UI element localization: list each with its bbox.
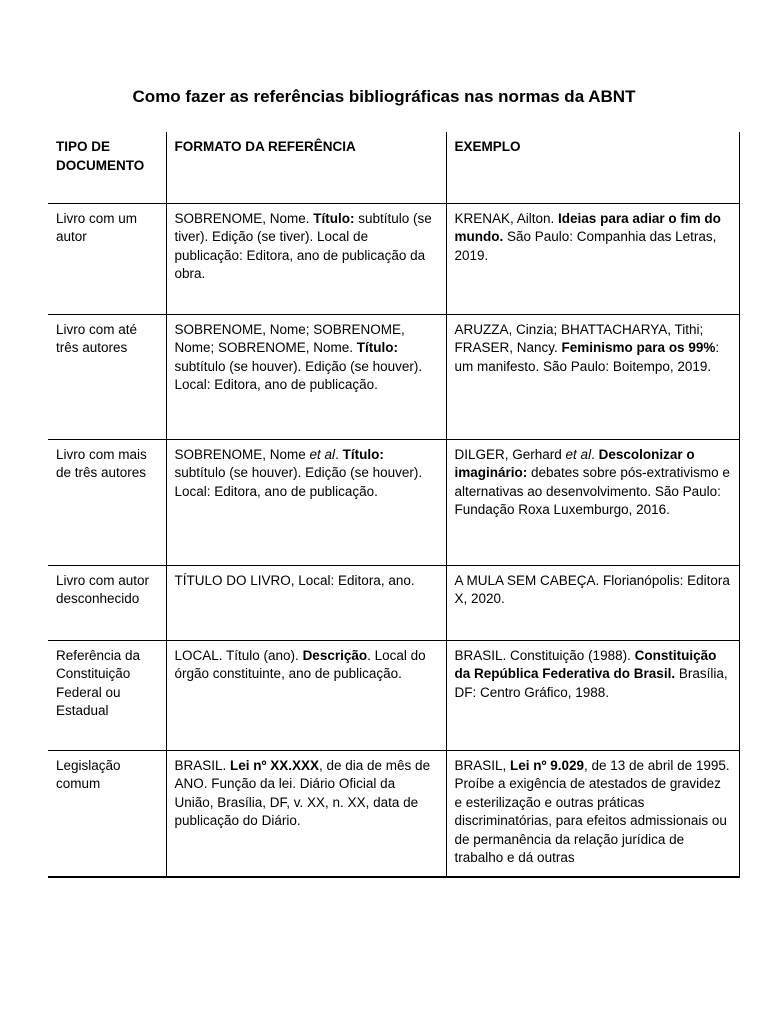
text-run: Brasília, DF: Centro Gráfico, 1988. — [454, 666, 728, 700]
cell-formato — [166, 314, 446, 439]
text-run: ARUZZA, Cinzia; BHATTACHARYA, Tithi; FRASER, Nancy. — [454, 321, 704, 355]
cell-formato — [166, 439, 446, 565]
text-run: SOBRENOME, Nome. — [174, 210, 314, 226]
cell-exemplo — [446, 439, 739, 565]
text-run: subtítulo (se houver). Edição (se houver). Local: Editora, ano de publicação. — [174, 358, 423, 392]
italic-text: et al — [565, 446, 592, 462]
text-run: KRENAK, Ailton. — [454, 210, 559, 226]
bold-text: Título: — [342, 446, 384, 462]
cell-tipo: Referência da Constituição Federal ou Estadual — [48, 640, 166, 750]
text-run: DILGER, Gerhard — [454, 446, 566, 462]
text-run: . — [591, 446, 599, 462]
bold-text: Lei nº 9.029 — [510, 757, 584, 773]
table-header-row — [48, 132, 739, 203]
text-run: BRASIL, — [454, 757, 511, 773]
bold-text: Constituição da República Federativa do Brasil. — [454, 647, 717, 681]
cell-tipo: Livro com até três autores — [48, 314, 166, 439]
text-run: . — [335, 446, 343, 462]
table-row — [48, 750, 739, 877]
bold-text: Título: — [356, 340, 399, 355]
bold-text: Descolonizar o imaginário: — [454, 446, 695, 480]
table-row — [48, 640, 739, 750]
cell-tipo: Livro com um autor — [48, 203, 166, 314]
text-run: debates sobre pós-extrativismo e alternativas ao desenvolvimento. São Paulo: Fundação Roxa Luxemburgo, 2016. — [454, 465, 730, 517]
abnt-reference-table — [48, 132, 740, 878]
page-title: Como fazer as referências bibliográficas nas normas da ABNT — [132, 87, 636, 106]
text-run: São Paulo: Companhia das Letras, 2019. — [454, 229, 717, 263]
table-row — [48, 314, 739, 439]
cell-exemplo — [446, 640, 739, 750]
text-run: SOBRENOME, Nome; SOBRENOME, Nome; SOBRENOME, Nome. — [174, 321, 405, 355]
cell-formato — [166, 750, 446, 877]
cell-exemplo — [446, 203, 739, 314]
bold-text: Feminismo para os 99% — [561, 340, 716, 355]
text-run: LOCAL. Título (ano). — [174, 647, 303, 663]
cell-exemplo — [446, 314, 739, 439]
text-run: subtítulo (se houver). Edição (se houver). Local: Editora, ano de publicação. — [174, 465, 423, 499]
text-run: TÍTULO DO LIVRO, Local: Editora, ano. — [174, 572, 415, 588]
bold-text: Título: — [313, 210, 355, 226]
header-tipo: TIPO DE DOCUMENTO — [48, 132, 166, 203]
text-run: SOBRENOME, Nome — [174, 446, 310, 462]
table-row — [48, 203, 739, 314]
bold-text: Descrição — [302, 647, 368, 663]
bold-text: Lei nº XX.XXX — [230, 757, 319, 773]
cell-formato — [166, 640, 446, 750]
cell-exemplo — [446, 565, 739, 640]
cell-formato — [166, 565, 446, 640]
cell-tipo: Legislação comum — [48, 750, 166, 877]
text-run: subtítulo (se tiver). Edição (se tiver). Local de publicação: Editora, ano de publicação da obra. — [174, 210, 432, 281]
bold-text: Ideias para adiar o fim do mundo. — [454, 210, 721, 244]
text-run: , de 13 de abril de 1995. Proíbe a exigência de atestados de gravidez e esterilização e outras práticas discriminatórias, para efeitos admissionais ou de permanência da relação jurídica de trabalho e dá outras — [454, 757, 730, 865]
cell-tipo: Livro com mais de três autores — [48, 439, 166, 565]
table-row — [48, 565, 739, 640]
cell-formato — [166, 203, 446, 314]
cell-tipo: Livro com autor desconhecido — [48, 565, 166, 640]
text-run: BRASIL. — [174, 757, 231, 773]
header-formato: FORMATO DA REFERÊNCIA — [166, 132, 446, 203]
text-run: . Local do órgão constituinte, ano de publicação. — [174, 647, 426, 681]
cell-exemplo — [446, 750, 739, 877]
table-row — [48, 439, 739, 565]
header-exemplo: EXEMPLO — [446, 132, 739, 203]
text-run: BRASIL. Constituição (1988). — [454, 647, 635, 663]
text-run: , de dia de mês de ANO. Função da lei. Diário Oficial da União, Brasília, DF, v. XX, n. XX, data de publicação do Diário. — [174, 757, 431, 828]
text-run: A MULA SEM CABEÇA. Florianópolis: Editora X, 2020. — [454, 572, 730, 606]
italic-text: et al — [309, 446, 336, 462]
text-run: : um manifesto. São Paulo: Boitempo, 2019. — [454, 340, 720, 374]
